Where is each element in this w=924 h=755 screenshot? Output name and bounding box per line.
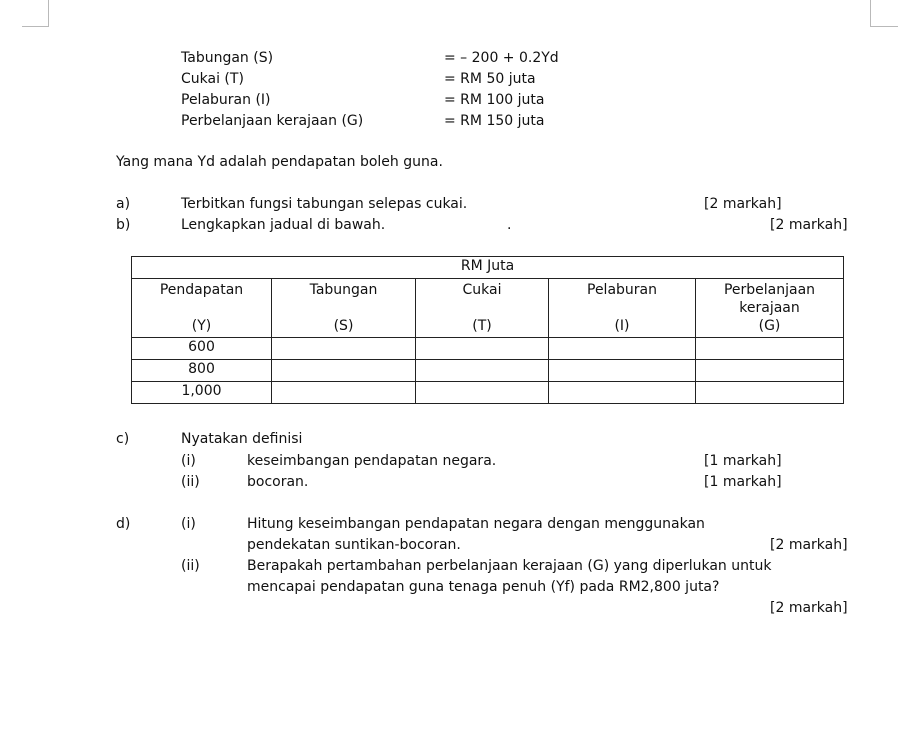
question-b-number: b): [116, 217, 131, 233]
question-c-ii-marks: [1 markah]: [704, 474, 782, 490]
header-tax: Cukai (T): [416, 279, 549, 338]
question-a-text: Terbitkan fungsi tabungan selepas cukai.: [181, 196, 468, 212]
table-header-row: [132, 279, 844, 338]
header-saving: Tabungan (S): [272, 279, 416, 338]
crop-mark-right-horizontal: [870, 26, 898, 27]
income-table: [131, 256, 844, 404]
question-d-i-marks: [2 markah]: [770, 537, 848, 553]
question-d-ii-number: (ii): [181, 558, 200, 574]
question-c-ii-number: (ii): [181, 474, 200, 490]
question-d-number: d): [116, 516, 131, 532]
given-label-government: Perbelanjaan kerajaan (G): [181, 113, 364, 129]
cell-government: [696, 338, 844, 360]
table-row: [132, 382, 844, 404]
question-c-ii-text: bocoran.: [247, 474, 309, 490]
cell-government: [696, 360, 844, 382]
question-d-ii-line2: mencapai pendapatan guna tenaga penuh (Yf) pada RM2,800 juta?: [247, 579, 720, 595]
crop-mark-right-vertical: [870, 0, 871, 26]
cell-saving: [272, 360, 416, 382]
question-c-i-text: keseimbangan pendapatan negara.: [247, 453, 497, 469]
cell-saving: [272, 338, 416, 360]
question-b-dot: .: [507, 217, 512, 233]
given-label-investment: Pelaburan (I): [181, 92, 271, 108]
question-d-i-line1: Hitung keseimbangan pendapatan negara dengan menggunakan: [247, 516, 705, 532]
given-value-government: = RM 150 juta: [444, 113, 545, 129]
cell-income: 600: [132, 338, 272, 360]
given-value-investment: = RM 100 juta: [444, 92, 545, 108]
question-d-i-number: (i): [181, 516, 196, 532]
given-value-tax: = RM 50 juta: [444, 71, 536, 87]
table-row: [132, 360, 844, 382]
table-row: [132, 338, 844, 360]
cell-tax: [416, 382, 549, 404]
header-income: Pendapatan (Y): [132, 279, 272, 338]
crop-mark-left-vertical: [48, 0, 49, 26]
question-b-marks: [2 markah]: [770, 217, 848, 233]
cell-investment: [549, 360, 696, 382]
cell-investment: [549, 382, 696, 404]
cell-income: 1,000: [132, 382, 272, 404]
question-c-number: c): [116, 431, 130, 447]
cell-saving: [272, 382, 416, 404]
question-d-ii-marks: [2 markah]: [770, 600, 848, 616]
question-a-marks: [2 markah]: [704, 196, 782, 212]
crop-mark-left-horizontal: [22, 26, 49, 27]
question-c-i-number: (i): [181, 453, 196, 469]
question-d-i-line2: pendekatan suntikan-bocoran.: [247, 537, 461, 553]
cell-government: [696, 382, 844, 404]
header-government: Perbelanjaan kerajaan (G): [696, 279, 844, 338]
question-d-ii-line1: Berapakah pertambahan perbelanjaan kerajaan (G) yang diperlukan untuk: [247, 558, 772, 574]
header-investment: Pelaburan (I): [549, 279, 696, 338]
given-value-saving: = – 200 + 0.2Yd: [444, 50, 559, 66]
note-text: Yang mana Yd adalah pendapatan boleh guna.: [116, 154, 443, 170]
cell-income: 800: [132, 360, 272, 382]
question-a-number: a): [116, 196, 131, 212]
question-b-text: Lengkapkan jadual di bawah.: [181, 217, 386, 233]
cell-tax: [416, 338, 549, 360]
given-label-tax: Cukai (T): [181, 71, 244, 87]
table-caption: RM Juta: [132, 257, 844, 279]
question-c-text: Nyatakan definisi: [181, 431, 303, 447]
given-label-saving: Tabungan (S): [181, 50, 274, 66]
cell-tax: [416, 360, 549, 382]
question-c-i-marks: [1 markah]: [704, 453, 782, 469]
cell-investment: [549, 338, 696, 360]
